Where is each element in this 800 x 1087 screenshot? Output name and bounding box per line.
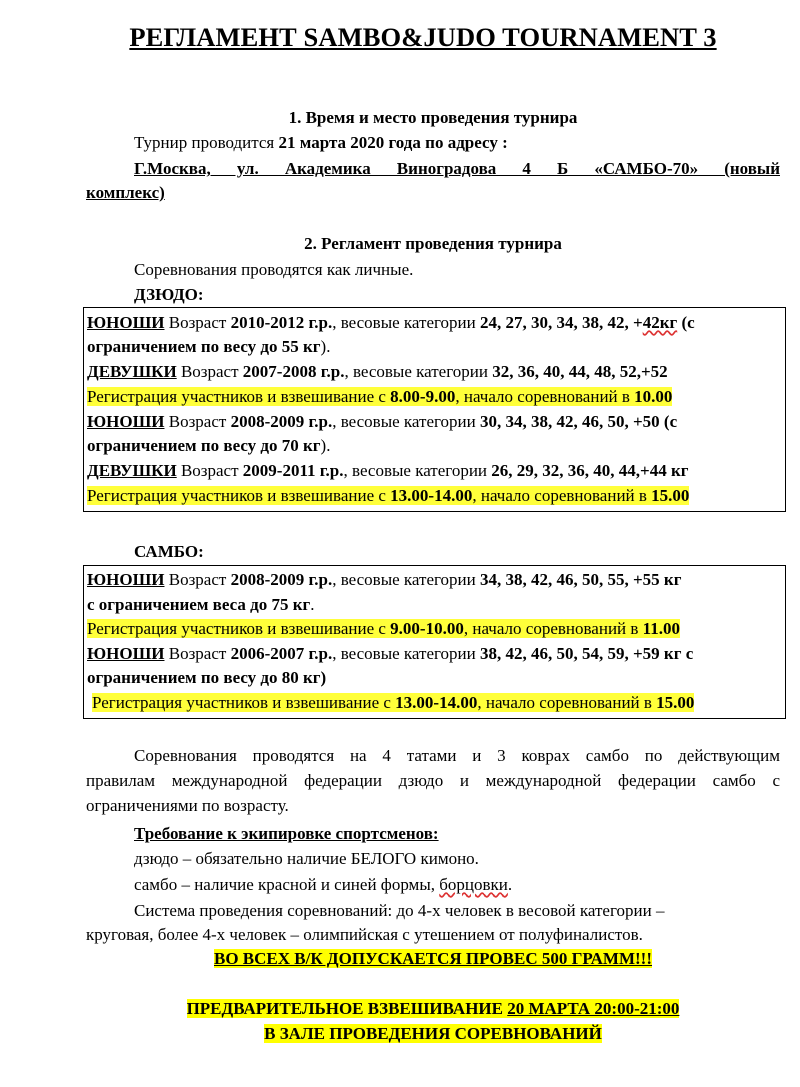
birth-years: 2006-2007 г.р. (230, 644, 333, 663)
preliminary-weighin-text (187, 999, 680, 1018)
preliminary-weighin-location (0, 1022, 800, 1045)
age-label: Возраст (164, 644, 231, 663)
weight-classes: 24, 27, 30, 34, 38, 42, + (480, 313, 643, 332)
age-label: Возраст (164, 412, 231, 431)
weight-note: (с (677, 313, 695, 332)
registration-label: Регистрация участников и взвешивание с (92, 693, 396, 712)
competition-system-line-2: круговая, более 4-х человек – олимпийская с утешением от полуфиналистов. (86, 925, 643, 944)
category-boys: ЮНОШИ (87, 412, 165, 431)
age-label: Возраст (176, 461, 243, 480)
judo-registration-1 (87, 385, 672, 408)
weight-allowance-notice (0, 947, 800, 970)
preliminary-weighin (0, 997, 800, 1020)
weight-label: , весовые категории (332, 412, 480, 431)
weight-limit-end: ). (320, 436, 331, 455)
tournament-date: 21 марта 2020 года по адресу : (278, 133, 508, 152)
sambo-row-boys-1 (87, 568, 681, 591)
preliminary-weighin-location-text: В ЗАЛЕ ПРОВЕДЕНИЯ СОРЕВНОВАНИЙ (264, 1024, 602, 1043)
equipment-sambo (134, 873, 512, 896)
start-label: , начало соревнований в (472, 486, 652, 505)
sambo-row-boys-2-limit: ограничением по весу до 80 кг) (87, 668, 327, 687)
equipment-sambo-text: самбо – наличие красной и синей формы, (134, 875, 440, 894)
registration-text (87, 387, 672, 406)
registration-time: 8.00-9.00 (390, 387, 456, 406)
weight-classes: 30, 34, 38, 42, 46, 50, +50 (с (480, 412, 678, 431)
sambo-row-boys-1-limit (87, 593, 314, 616)
rules-paragraph-line-1: Соревнования проводятся на 4 татами и 3 коврах самбо по действующим (134, 746, 780, 765)
registration-time: 9.00-10.00 (390, 619, 464, 638)
start-time: 10.00 (634, 387, 673, 406)
rules-paragraph-line-3: ограничениями по возрасту. (86, 796, 289, 815)
weight-limit: ограничением по весу до 55 кг (87, 337, 321, 356)
birth-years: 2009-2011 г.р. (242, 461, 344, 480)
sambo-row-boys-2 (87, 642, 693, 665)
judo-row-boys-2 (87, 410, 677, 433)
weight-label: , весовые категории (344, 362, 493, 381)
category-girls: ДЕВУШКИ (87, 362, 177, 381)
start-label: , начало соревнований в (477, 693, 657, 712)
equipment-judo: дзюдо – обязательно наличие БЕЛОГО кимоно. (134, 849, 479, 868)
start-label: , начало соревнований в (463, 619, 643, 638)
weight-allowance-text: ВО ВСЕХ В/К ДОПУСКАЕТСЯ ПРОВЕС 500 ГРАММ!!! (214, 949, 652, 968)
registration-text (87, 619, 680, 638)
birth-years: 2007-2008 г.р. (242, 362, 345, 381)
preliminary-weighin-label: ПРЕДВАРИТЕЛЬНОЕ ВЗВЕШИВАНИЕ (186, 999, 508, 1018)
weight-label: , весовые категории (332, 570, 480, 589)
registration-time: 13.00-14.00 (395, 693, 478, 712)
judo-label: ДЗЮДО: (134, 285, 204, 304)
equipment-sambo-end: . (507, 875, 513, 894)
judo-row-boys-1-limit (87, 335, 330, 358)
birth-years: 2010-2012 г.р. (230, 313, 333, 332)
registration-label: Регистрация участников и взвешивание с (87, 387, 391, 406)
weight-classes: 26, 29, 32, 36, 40, 44,+44 кг (491, 461, 689, 480)
sambo-registration-1 (87, 617, 680, 640)
weight-label: , весовые категории (332, 644, 480, 663)
weight-label: , весовые категории (343, 461, 492, 480)
address-line-1: Г.Москва, ул. Академика Виноградова 4 Б «САМБО-70» (новый (134, 159, 780, 178)
weight-classes: 32, 36, 40, 44, 48, 52,+52 (492, 362, 668, 381)
weight-limit-end: ). (320, 337, 331, 356)
weight-classes: 38, 42, 46, 50, 54, 59, +59 кг с (480, 644, 694, 663)
judo-row-girls-1 (87, 360, 668, 383)
sambo-registration-2 (92, 691, 694, 714)
address-line-2: комплекс) (86, 183, 165, 202)
category-boys: ЮНОШИ (87, 570, 165, 589)
weight-classes: 34, 38, 42, 46, 50, 55, +55 кг (480, 570, 682, 589)
equipment-heading: Требование к экипировке спортсменов: (134, 824, 439, 843)
start-time: 11.00 (642, 619, 680, 638)
weight-limit: ограничением по весу до 70 кг (87, 436, 321, 455)
age-label: Возраст (176, 362, 243, 381)
registration-label: Регистрация участников и взвешивание с (87, 486, 391, 505)
preliminary-weighin-date: 20 МАРТА 20:00-21:00 (507, 999, 680, 1018)
birth-years: 2008-2009 г.р. (230, 570, 333, 589)
weight-class-last: 42кг (642, 313, 678, 332)
birth-years: 2008-2009 г.р. (230, 412, 333, 431)
registration-time: 13.00-14.00 (390, 486, 473, 505)
judo-registration-2 (87, 484, 689, 507)
age-label: Возраст (164, 570, 231, 589)
judo-schedule-box (83, 307, 786, 512)
section1-intro (134, 131, 508, 154)
section2-intro: Соревнования проводятся как личные. (134, 260, 414, 279)
sambo-label: САМБО: (134, 542, 204, 561)
start-time: 15.00 (656, 693, 695, 712)
start-label: , начало соревнований в (455, 387, 635, 406)
category-girls: ДЕВУШКИ (87, 461, 177, 480)
section1-heading: 1. Время и место проведения турнира (288, 108, 578, 127)
sambo-schedule-box (83, 565, 786, 719)
start-time: 15.00 (651, 486, 690, 505)
rules-paragraph-line-2: правилам международной федерации дзюдо и международной федерации самбо с (86, 771, 780, 790)
registration-text (87, 486, 689, 505)
equipment-sambo-shoes: борцовки (439, 875, 508, 894)
weight-limit-end: . (310, 595, 315, 614)
category-boys: ЮНОШИ (87, 313, 165, 332)
judo-row-boys-1 (87, 311, 695, 334)
weight-label: , весовые категории (332, 313, 480, 332)
weight-limit: с ограничением веса до 75 кг (87, 595, 311, 614)
category-boys: ЮНОШИ (87, 644, 165, 663)
judo-row-boys-2-limit (87, 434, 330, 457)
document-title: РЕГЛАМЕНТ SAMBO&JUDO TOURNAMENT 3 (129, 22, 717, 52)
registration-text (92, 693, 694, 712)
judo-row-girls-2 (87, 459, 688, 482)
section2-heading: 2. Регламент проведения турнира (304, 234, 562, 253)
registration-label: Регистрация участников и взвешивание с (87, 619, 391, 638)
age-label: Возраст (164, 313, 231, 332)
competition-system-line-1: Система проведения соревнований: до 4-х человек в весовой категории – (134, 901, 665, 920)
intro-text: Турнир проводится (134, 133, 279, 152)
